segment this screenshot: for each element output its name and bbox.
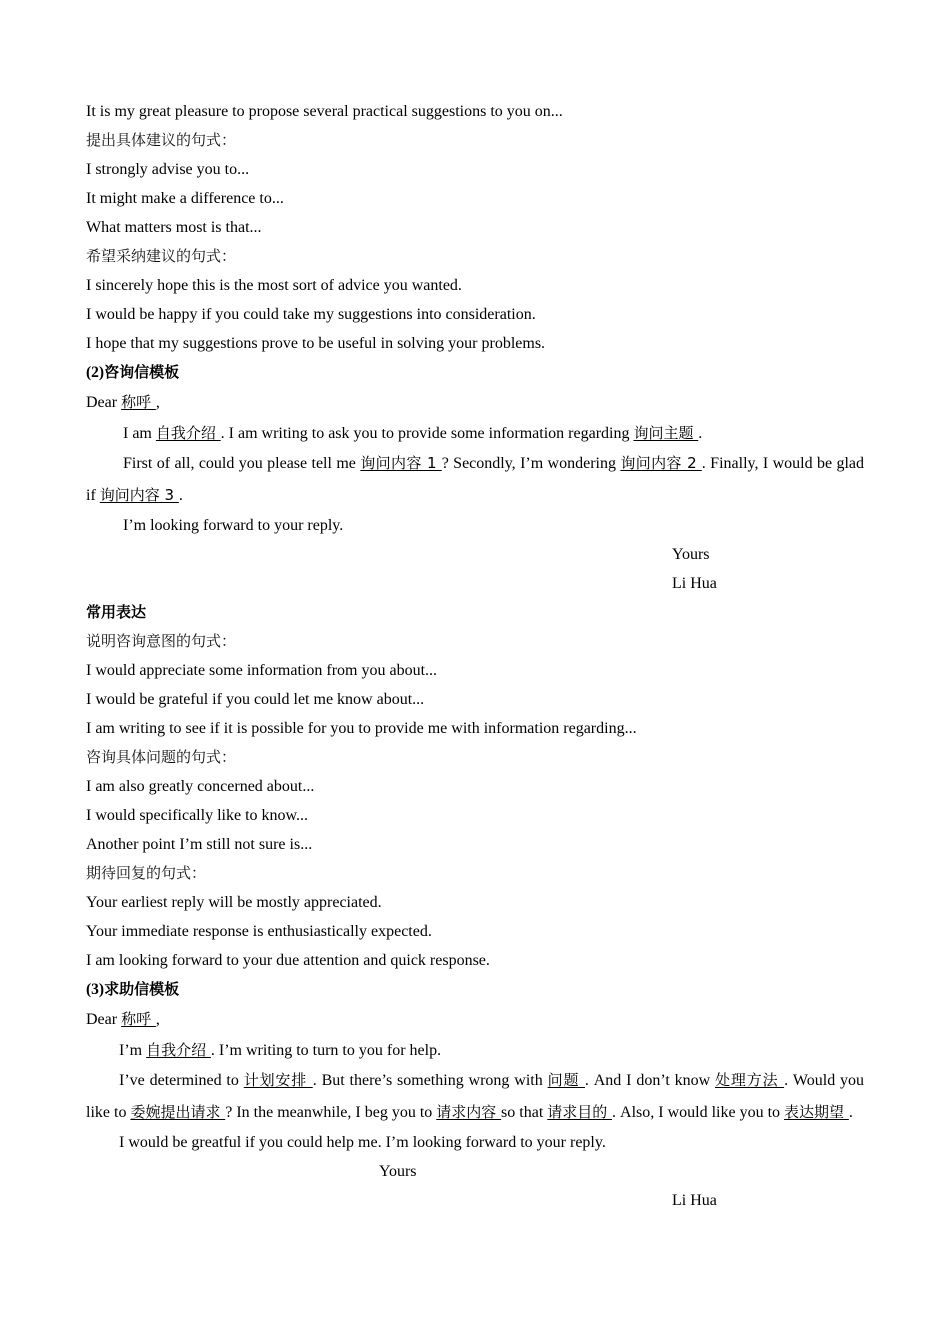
help-signature: Li Hua <box>672 1192 717 1209</box>
inquiry-salutation-line: Dear 称呼 , <box>86 393 160 411</box>
specific-suggestion-line: What matters most is that... <box>86 219 262 236</box>
intent-line: I would appreciate some information from you about... <box>86 662 438 679</box>
help-letter-heading <box>86 975 864 1004</box>
help-closing: Yours <box>379 1163 417 1180</box>
request-content-blank: 请求内容 <box>436 1102 502 1121</box>
question-3-blank: 询问内容 3 <box>99 485 179 504</box>
question-line: I would specifically like to know... <box>86 807 309 824</box>
expectation-blank: 表达期望 <box>784 1102 849 1121</box>
hope-adopt-line: I hope that my suggestions prove to be useful in solving your problems. <box>86 335 546 352</box>
hope-adopt-line: I sincerely hope this is the most sort of advice you wanted. <box>86 277 462 294</box>
reply-line: I am looking forward to your due attention and quick response. <box>86 952 490 969</box>
reply-line: Your earliest reply will be mostly appreciated. <box>86 894 382 911</box>
self-intro-blank: 自我介绍 <box>155 423 221 442</box>
question-line: Another point I’m still not sure is... <box>86 836 313 853</box>
intent-line: I would be grateful if you could let me know about... <box>86 691 425 708</box>
self-intro-blank: 自我介绍 <box>146 1040 211 1059</box>
salutation-blank: 称呼 <box>121 1010 156 1028</box>
inquiry-paragraph-1: I am 自我介绍 . I am writing to ask you to provide some information regarding 询问主题 . <box>123 423 703 442</box>
heading-number: (3) <box>86 981 105 998</box>
question-2-blank: 询问内容 2 <box>620 454 702 472</box>
intent-label: 说明咨询意图的句式： <box>86 632 237 650</box>
heading-title: 咨询信模板 <box>104 363 180 381</box>
heading-title: 求助信模板 <box>104 980 180 998</box>
inquiry-signature: Li Hua <box>672 575 717 592</box>
reply-line: Your immediate response is enthusiastically expected. <box>86 923 432 940</box>
common-expressions-heading: 常用表达 <box>86 603 147 621</box>
hope-adopt-label: 希望采纳建议的句式： <box>86 247 237 265</box>
intent-line: I am writing to see if it is possible for you to provide me with information regarding... <box>86 720 637 737</box>
document-page <box>86 97 864 1215</box>
polite-request-blank: 委婉提出请求 <box>130 1102 226 1121</box>
hope-adopt-line: I would be happy if you could take my suggestions into consideration. <box>86 306 536 323</box>
question-1-blank: 询问内容 1 <box>360 454 442 472</box>
question-line: I am also greatly concerned about... <box>86 778 315 795</box>
help-salutation-line: Dear 称呼 , <box>86 1010 160 1028</box>
specific-suggestion-line: It might make a difference to... <box>86 190 284 207</box>
plan-blank: 计划安排 <box>243 1071 313 1089</box>
help-paragraph-3: I would be greatful if you could help me. I’m looking forward to your reply. <box>119 1134 606 1151</box>
suggestion-intro-line: It is my great pleasure to propose several practical suggestions to you on... <box>86 103 563 120</box>
question-label: 咨询具体问题的句式： <box>86 748 237 766</box>
specific-suggestion-line: I strongly advise you to... <box>86 161 250 178</box>
heading-number: (2) <box>86 364 105 381</box>
help-paragraph-1: I’m 自我介绍 . I’m writing to turn to you for help. <box>119 1040 442 1059</box>
problem-blank: 问题 <box>547 1071 585 1089</box>
request-purpose-blank: 请求目的 <box>547 1102 613 1121</box>
specific-suggestion-label: 提出具体建议的句式： <box>86 131 237 149</box>
reply-label: 期待回复的句式： <box>86 864 207 882</box>
help-paragraph-2: I’ve determined to 计划安排 . But there’s something wrong with 问题 . And I don’t know 处理方法 . Would you like to 委婉提出请求 ? In the meanwhile, I beg you to 请求内容 so that 请求目的 . Also, I would like you to 表达期望 . <box>86 1071 865 1121</box>
inquiry-closing: Yours <box>672 546 710 563</box>
inquiry-letter-heading <box>86 358 864 387</box>
solution-blank: 处理方法 <box>715 1071 785 1089</box>
inquiry-paragraph-2: First of all, could you please tell me 询问内容 1 ? Secondly, I’m wondering 询问内容 2 . Finally, I would be glad if 询问内容 3 . <box>86 454 865 504</box>
topic-blank: 询问主题 <box>633 423 699 442</box>
inquiry-paragraph-3: I’m looking forward to your reply. <box>123 517 344 534</box>
salutation-blank: 称呼 <box>121 393 156 411</box>
